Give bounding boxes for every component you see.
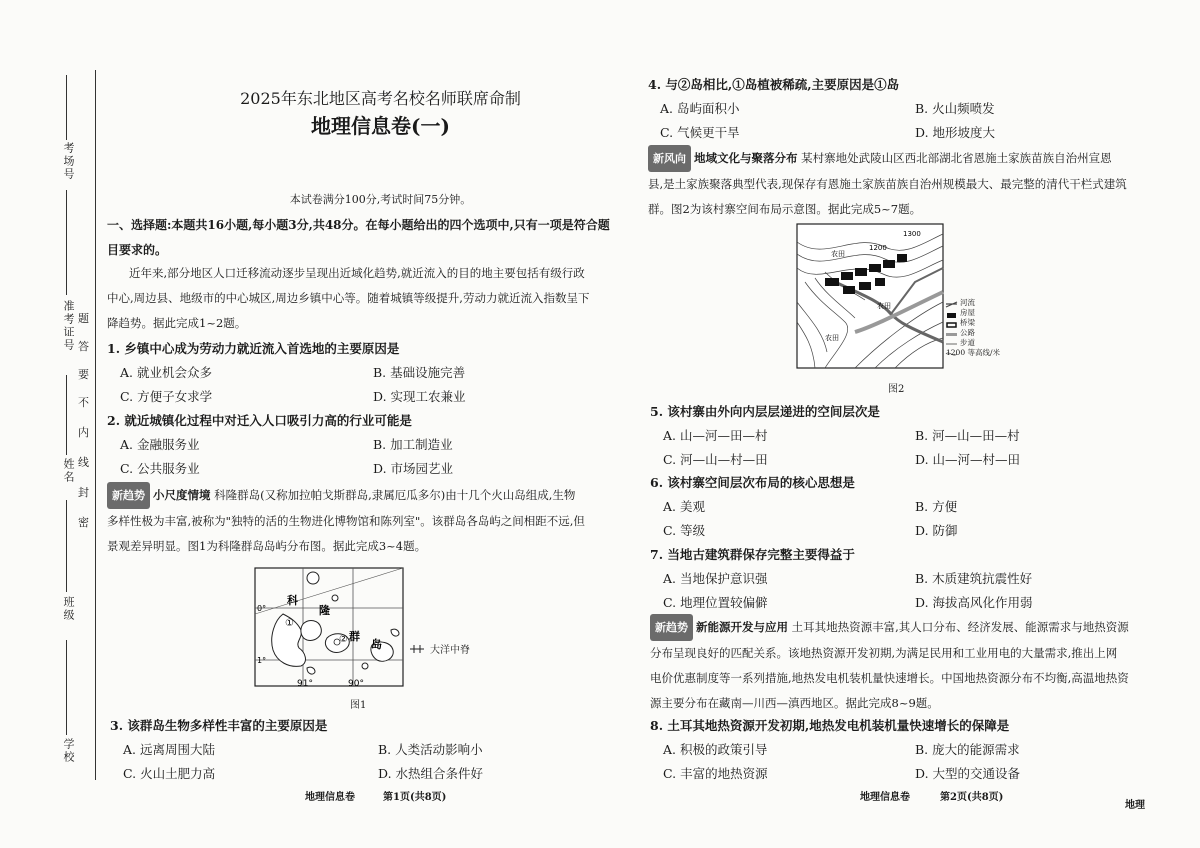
seal-char: 线 [78,456,89,469]
q1-option-a[interactable]: A. 就业机会众多 [120,365,212,380]
question-2-stem: 2. 就近城镇化过程中对迁入人口吸引力高的行业可能是 [107,413,412,428]
legend-contour-value: 1200 [946,348,966,357]
north-island [307,572,319,584]
lon-90-label: 90° [348,679,364,689]
seal-char: 不 [78,396,89,409]
q7-option-b[interactable]: B. 木质建筑抗震性好 [915,571,1033,586]
passage-line: 景观差异明显。图1为科隆群岛岛屿分布图。据此完成3~4题。 [107,539,427,553]
question-3-stem: 3. 该群岛生物多样性丰富的主要原因是 [110,718,328,733]
question-1-stem: 1. 乡镇中心成为劳动力就近流入首选地的主要原因是 [107,341,400,356]
exam-room-label: 考场号 [62,142,75,181]
legend-road: 公路 [960,328,975,337]
passage-line: 多样性极为丰富,被称为"独特的活的生物进化博物馆和陈列室"。该群岛各岛屿之间相距不远,但 [107,514,585,528]
ridge-legend-label: 大洋中脊 [430,645,470,656]
legend-path: 步道 [960,338,975,347]
section-instructions [107,213,610,263]
lon-91-label: 91° [297,679,313,689]
name-field[interactable] [66,375,67,455]
figure-2-legend [946,298,1001,358]
passage-4 [650,614,1129,716]
passage-3 [648,145,1127,222]
figure-2-caption: 图2 [888,384,905,395]
seal-char: 封 [78,486,89,499]
trend-tag: 新趋势 [107,482,150,509]
legend-contour-label: 等高线/米 [967,348,1001,357]
q5-option-b[interactable]: B. 河—山—田—村 [915,428,1020,443]
figure-1-caption: 图1 [350,700,367,711]
map-label-char: 岛 [371,638,382,651]
seal-char: 答 [78,340,89,353]
legend-contour [946,348,1001,358]
trend-tag: 新趋势 [650,614,693,641]
ticket-no-label: 准考证号 [62,300,75,352]
passage-line: 电价优惠制度等一系列措施,地热发电机装机量快速增长。中国地热资源分布不均衡,高温地热资 [650,671,1129,685]
ticket-no-field[interactable] [66,190,67,295]
passage-line: 源主要分布在藏南—川西—滇西地区。据此完成8~9题。 [650,696,939,710]
q2-option-b[interactable]: B. 加工制造业 [373,437,453,452]
q3-option-c[interactable]: C. 火山土肥力高 [123,766,216,781]
name-label: 姓名 [62,458,75,484]
footer-right-page: 第2页(共8页) [940,792,1004,803]
passage-2 [107,482,585,559]
footer-left-name: 地理信息卷 [305,792,355,803]
q8-option-a[interactable]: A. 积极的政策引导 [663,742,768,757]
q1-option-d[interactable]: D. 实现工农兼业 [373,389,466,404]
q7-option-a[interactable]: A. 当地保护意识强 [663,571,768,586]
legend-river: 河流 [960,298,975,307]
q3-option-a[interactable]: A. 远离周围大陆 [123,742,215,757]
q2-option-c[interactable]: C. 公共服务业 [120,461,200,476]
exam-title: 2025年东北地区高考名校名师联席命制 [240,89,521,108]
figure-2-map [795,222,945,370]
passage-heading: 地域文化与聚落分布 [694,151,798,165]
legend-bridge: 桥梁 [960,318,975,327]
q2-option-a[interactable]: A. 金融服务业 [120,437,200,452]
passage-line: 中心,周边县、地级市的中心城区,周边乡镇中心等。随着城镇等级提升,劳动力就近流入指数呈下 [107,291,590,305]
map-label-char: 科 [287,594,298,607]
legend-house: 房屋 [960,308,975,317]
marker-2: ② [339,634,348,645]
q3-option-d[interactable]: D. 水热组合条件好 [378,766,484,781]
field-label: 农田 [825,334,839,342]
contour-label-1300: 1300 [903,230,921,238]
q1-option-b[interactable]: B. 基础设施完善 [373,365,466,380]
q7-option-d[interactable]: D. 海拔高风化作用弱 [915,595,1033,610]
class-label: 班级 [62,596,75,622]
lat-1-label: 1° [257,656,267,665]
passage-line: 科隆群岛(又称加拉帕戈斯群岛,隶属厄瓜多尔)由十几个火山岛组成,生物 [214,488,576,502]
footer-right-name: 地理信息卷 [860,792,910,803]
question-5-stem: 5. 该村寨由外向内层层递进的空间层次是 [650,404,880,419]
exam-room-field[interactable] [66,75,67,140]
passage-line: 分布呈现良好的匹配关系。该地热资源开发初期,为满足民用和工业用电的大量需求,推出上网 [650,646,1118,660]
passage-heading: 小尺度情境 [153,488,211,502]
seal-char: 密 [78,516,89,529]
question-4-stem: 4. 与②岛相比,①岛植被稀疏,主要原因是①岛 [648,77,900,92]
q8-option-b[interactable]: B. 庞大的能源需求 [915,742,1020,757]
q6-option-b[interactable]: B. 方便 [915,499,958,514]
question-6-stem: 6. 该村寨空间层次布局的核心思想是 [650,475,855,490]
passage-heading: 新能源开发与应用 [696,620,788,634]
lat-0-label: 0° [257,604,267,613]
marker-1: ① [285,618,294,629]
class-field[interactable] [66,500,67,592]
instruction-line: 一、选择题:本题共16小题,每小题3分,共48分。在每小题给出的四个选项中,只有一项是符合题 [107,218,610,232]
footer-corner-subject: 地理 [1125,800,1145,811]
field-label: 农田 [831,250,845,258]
passage-line: 土耳其地热资源丰富,其人口分布、经济发展、能源需求与地热资源 [791,620,1129,634]
exam-subtitle: 地理信息卷(一) [311,114,450,138]
q4-option-c[interactable]: C. 气候更干旱 [660,125,740,140]
binding-line [95,70,96,780]
q4-option-a[interactable]: A. 岛屿面积小 [660,101,740,116]
q3-option-b[interactable]: B. 人类活动影响小 [378,742,483,757]
exam-info: 本试卷满分100分,考试时间75分钟。 [289,193,472,206]
footer-left-page: 第1页(共8页) [383,792,447,803]
seal-char: 要 [78,368,89,381]
santiago-island [301,621,321,641]
q2-option-d[interactable]: D. 市场园艺业 [373,461,454,476]
small-island [332,595,338,601]
passage-line: 县,是土家族聚落典型代表,现保存有恩施土家族苗族自治州规模最大、最完整的清代干栏式建筑 [648,177,1127,191]
q4-option-d[interactable]: D. 地形坡度大 [915,125,996,140]
q8-option-d[interactable]: D. 大型的交通设备 [915,766,1021,781]
q5-option-a[interactable]: A. 山—河—田—村 [663,428,768,443]
map-label-char: 群 [349,630,360,643]
passage-1 [107,261,589,336]
question-7-stem: 7. 当地古建筑群保存完整主要得益于 [650,547,855,562]
contour-label-1200: 1200 [869,244,887,252]
school-field[interactable] [66,640,67,735]
q8-option-c[interactable]: C. 丰富的地热资源 [663,766,768,781]
q7-option-c[interactable]: C. 地理位置较偏僻 [663,595,768,610]
map-label-char: 隆 [319,604,330,617]
field-label: 农田 [877,302,891,310]
q1-option-c[interactable]: C. 方便子女求学 [120,389,213,404]
q6-option-a[interactable]: A. 美观 [663,499,705,514]
seal-char: 内 [78,426,89,439]
figure-1-map [245,562,435,692]
q6-option-d[interactable]: D. 防御 [915,523,958,538]
passage-line: 某村寨地处武陵山区西北部湖北省恩施土家族苗族自治州宣恩 [801,151,1112,165]
q5-option-c[interactable]: C. 河—山—村—田 [663,452,768,467]
q5-option-d[interactable]: D. 山—河—村—田 [915,452,1021,467]
instruction-line: 目要求的。 [107,243,168,257]
trend-tag: 新风向 [648,145,691,172]
school-label: 学校 [62,738,75,764]
q4-option-b[interactable]: B. 火山频喷发 [915,101,995,116]
question-8-stem: 8. 土耳其地热资源开发初期,地热发电机装机量快速增长的保障是 [650,718,1010,733]
seal-char: 题 [78,312,89,325]
passage-line: 群。图2为该村寨空间布局示意图。据此完成5~7题。 [648,202,922,216]
q6-option-c[interactable]: C. 等级 [663,523,706,538]
passage-line: 近年来,部分地区人口迁移流动逐步呈现出近域化趋势,就近流入的目的地主要包括有级行政 [129,266,585,280]
passage-line: 降趋势。据此完成1~2题。 [107,316,247,330]
